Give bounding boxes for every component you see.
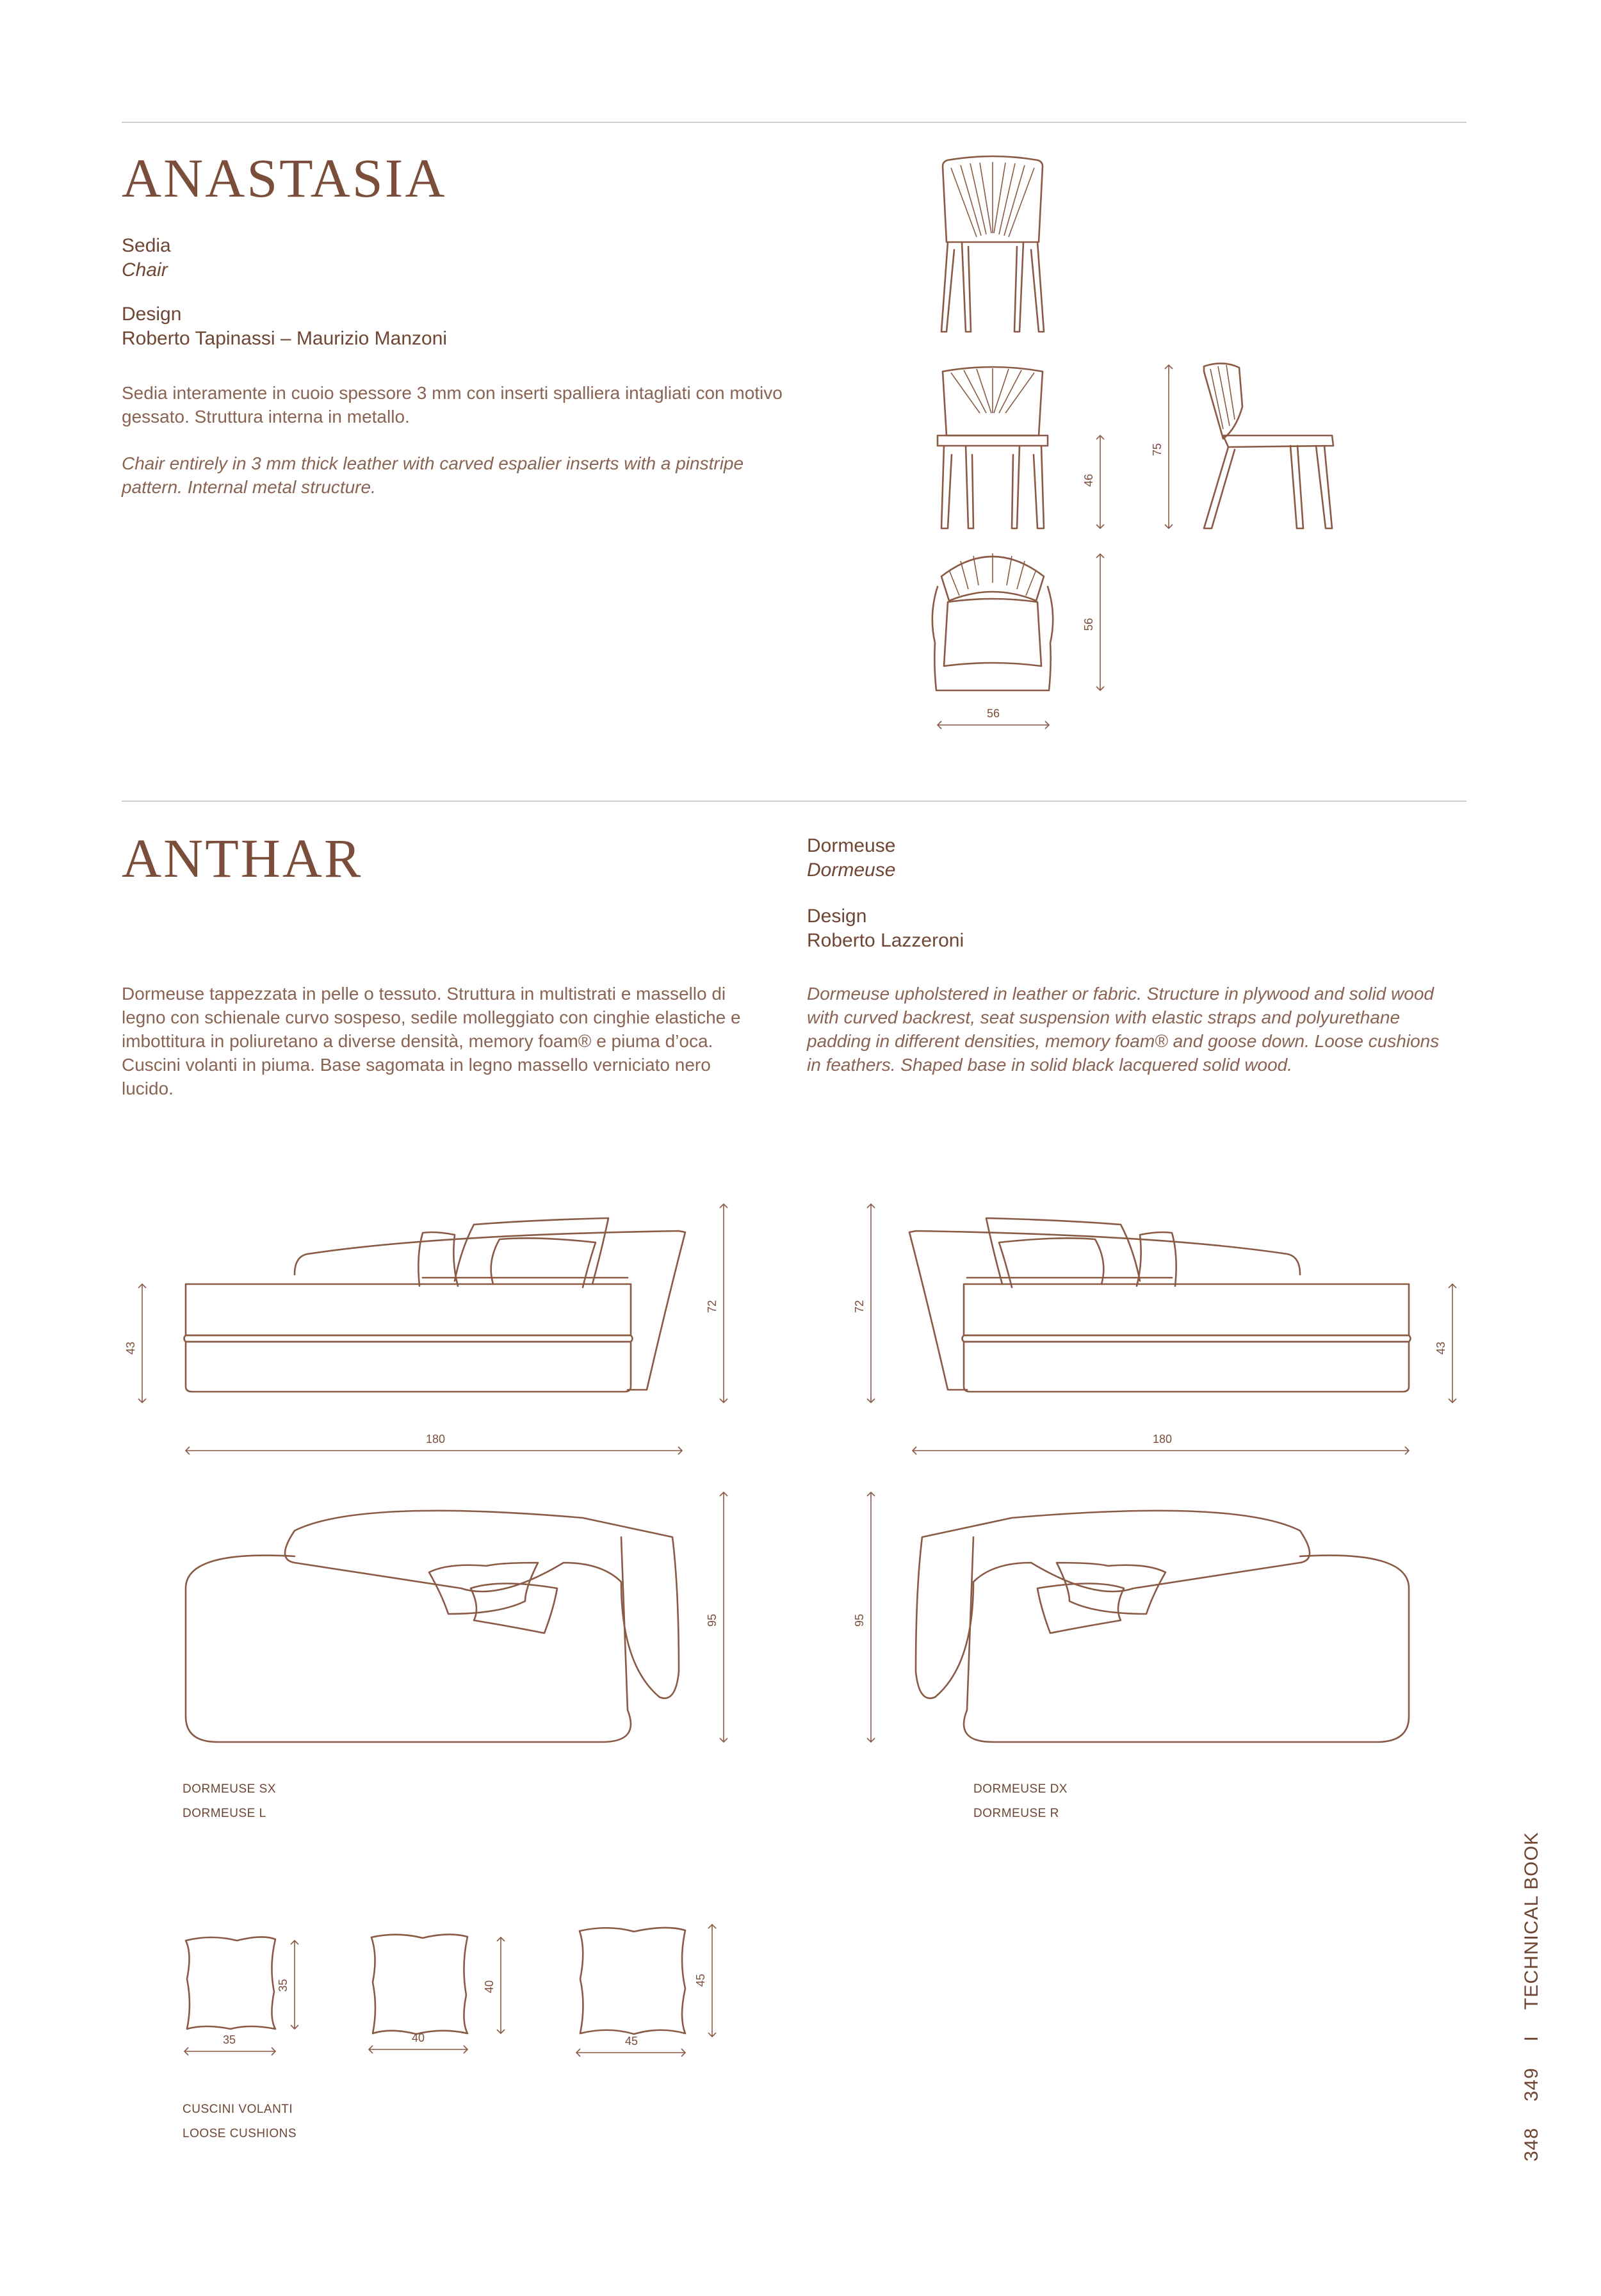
dormeuse-sx-caption-en: DORMEUSE L: [183, 1807, 266, 1820]
cushion-35-width: 35: [223, 2033, 236, 2046]
dim-depth-56: 56: [1082, 617, 1095, 631]
cushion-35: [184, 1937, 298, 2055]
dim-dx-width-180: 180: [1153, 1433, 1173, 1445]
cushion-45-width: 45: [625, 2035, 638, 2048]
top-divider: [122, 122, 1467, 123]
dim-dx-height-72: 72: [853, 1299, 866, 1313]
footer-separator: I: [1521, 2035, 1542, 2042]
cushion-40-width: 40: [412, 2031, 425, 2044]
middle-divider: [122, 801, 1467, 802]
cushion-35-height: 35: [277, 1978, 289, 1992]
dormeuse-dx-caption-it: DORMEUSE DX: [973, 1782, 1068, 1796]
dim-dx-seat-height-43: 43: [1434, 1341, 1447, 1355]
page-number-right: 349: [1521, 2067, 1542, 2102]
anthar-type-it: Dormeuse: [807, 835, 896, 856]
cushion-45: [576, 1925, 716, 2056]
dim-sx-depth-95: 95: [706, 1613, 719, 1627]
dormeuse-sx-top: [186, 1492, 727, 1742]
dormeuse-dx-top: [853, 1492, 1409, 1742]
cushion-45-height: 45: [694, 1973, 707, 1987]
cushion-40: [369, 1934, 505, 2053]
anastasia-type: [122, 234, 171, 282]
anthar-design-label: Design: [807, 906, 867, 927]
anastasia-type-en: Chair: [122, 259, 168, 281]
dormeuse-dx-drawings: [852, 1178, 1479, 1780]
dormeuse-dx-caption-en: DORMEUSE R: [973, 1807, 1059, 1820]
dim-seat-height-46: 46: [1082, 473, 1095, 487]
anastasia-desc-en: Chair entirely in 3 mm thick leather with carved espalier inserts with a pinstripe pattern. Internal metal structure.: [122, 453, 744, 497]
dormeuse-sx-caption-it: DORMEUSE SX: [183, 1782, 276, 1796]
page-number-left: 348: [1521, 2127, 1542, 2162]
chair-front-view: [941, 156, 1044, 332]
loose-cushions-caption: [183, 2097, 297, 2146]
anthar-title: ANTHAR: [122, 827, 363, 889]
anastasia-desc-it: Sedia interamente in cuoio spessore 3 mm con inserti spalliera intagliati con motivo gessato. Struttura interna in metallo.: [122, 383, 783, 427]
anthar-desc-it: Dormeuse tappezzata in pelle o tessuto. Struttura in multistrati e massello di legno con schienale curvo sospeso, sedile molleggiato con cinghie elastiche e imbottitura in poliuretano a diverse densità, memory foam® e piuma d’oca. Cuscini volanti in piuma. Base sagomata in legno massello verniciato nero lucido.: [122, 984, 741, 1098]
dim-height-75: 75: [1151, 443, 1164, 456]
anthar-type: [807, 834, 895, 883]
chair-top-view: [932, 553, 1104, 729]
chair-side-view: [1151, 363, 1333, 528]
anthar-desc-en: Dormeuse upholstered in leather or fabric. Structure in plywood and solid wood with curved backrest, seat suspension with elastic straps and polyurethane padding in different densities, memory foam® and goose down. Loose cushions in feathers. Shaped base in solid black lacquered solid wood.: [807, 984, 1440, 1075]
loose-cushions-caption-it: CUSCINI VOLANTI: [183, 2103, 293, 2116]
dim-sx-height-72: 72: [706, 1299, 719, 1313]
anastasia-drawings: [922, 154, 1370, 743]
dormeuse-sx-front: [124, 1204, 727, 1454]
dormeuse-dx-front: [853, 1204, 1456, 1454]
anastasia-type-it: Sedia: [122, 235, 171, 256]
anastasia-design: [122, 302, 447, 351]
dormeuse-dx-caption: [973, 1777, 1068, 1826]
dormeuse-sx-caption: [183, 1777, 276, 1826]
anthar-type-en: Dormeuse: [807, 859, 896, 881]
anthar-designers: Roberto Lazzeroni: [807, 930, 964, 951]
cushion-40-height: 40: [483, 1980, 496, 1993]
technical-book-label: TECHNICAL BOOK: [1521, 1832, 1542, 2010]
dim-width-56: 56: [987, 707, 1000, 720]
anastasia-design-label: Design: [122, 304, 182, 325]
loose-cushions-caption-en: LOOSE CUSHIONS: [183, 2127, 297, 2140]
loose-cushions-drawings: [173, 1915, 749, 2075]
anastasia-title: ANASTASIA: [122, 147, 447, 209]
dim-sx-seat-height-43: 43: [124, 1341, 137, 1355]
anthar-design: [807, 904, 964, 953]
dim-dx-depth-95: 95: [853, 1613, 866, 1627]
anastasia-designers: Roberto Tapinassi – Maurizio Manzoni: [122, 328, 448, 349]
dormeuse-sx-drawings: [115, 1178, 743, 1780]
chair-front-seat-view: [938, 367, 1104, 528]
dim-sx-width-180: 180: [426, 1433, 446, 1445]
footer-vertical: [1521, 1832, 1543, 2162]
